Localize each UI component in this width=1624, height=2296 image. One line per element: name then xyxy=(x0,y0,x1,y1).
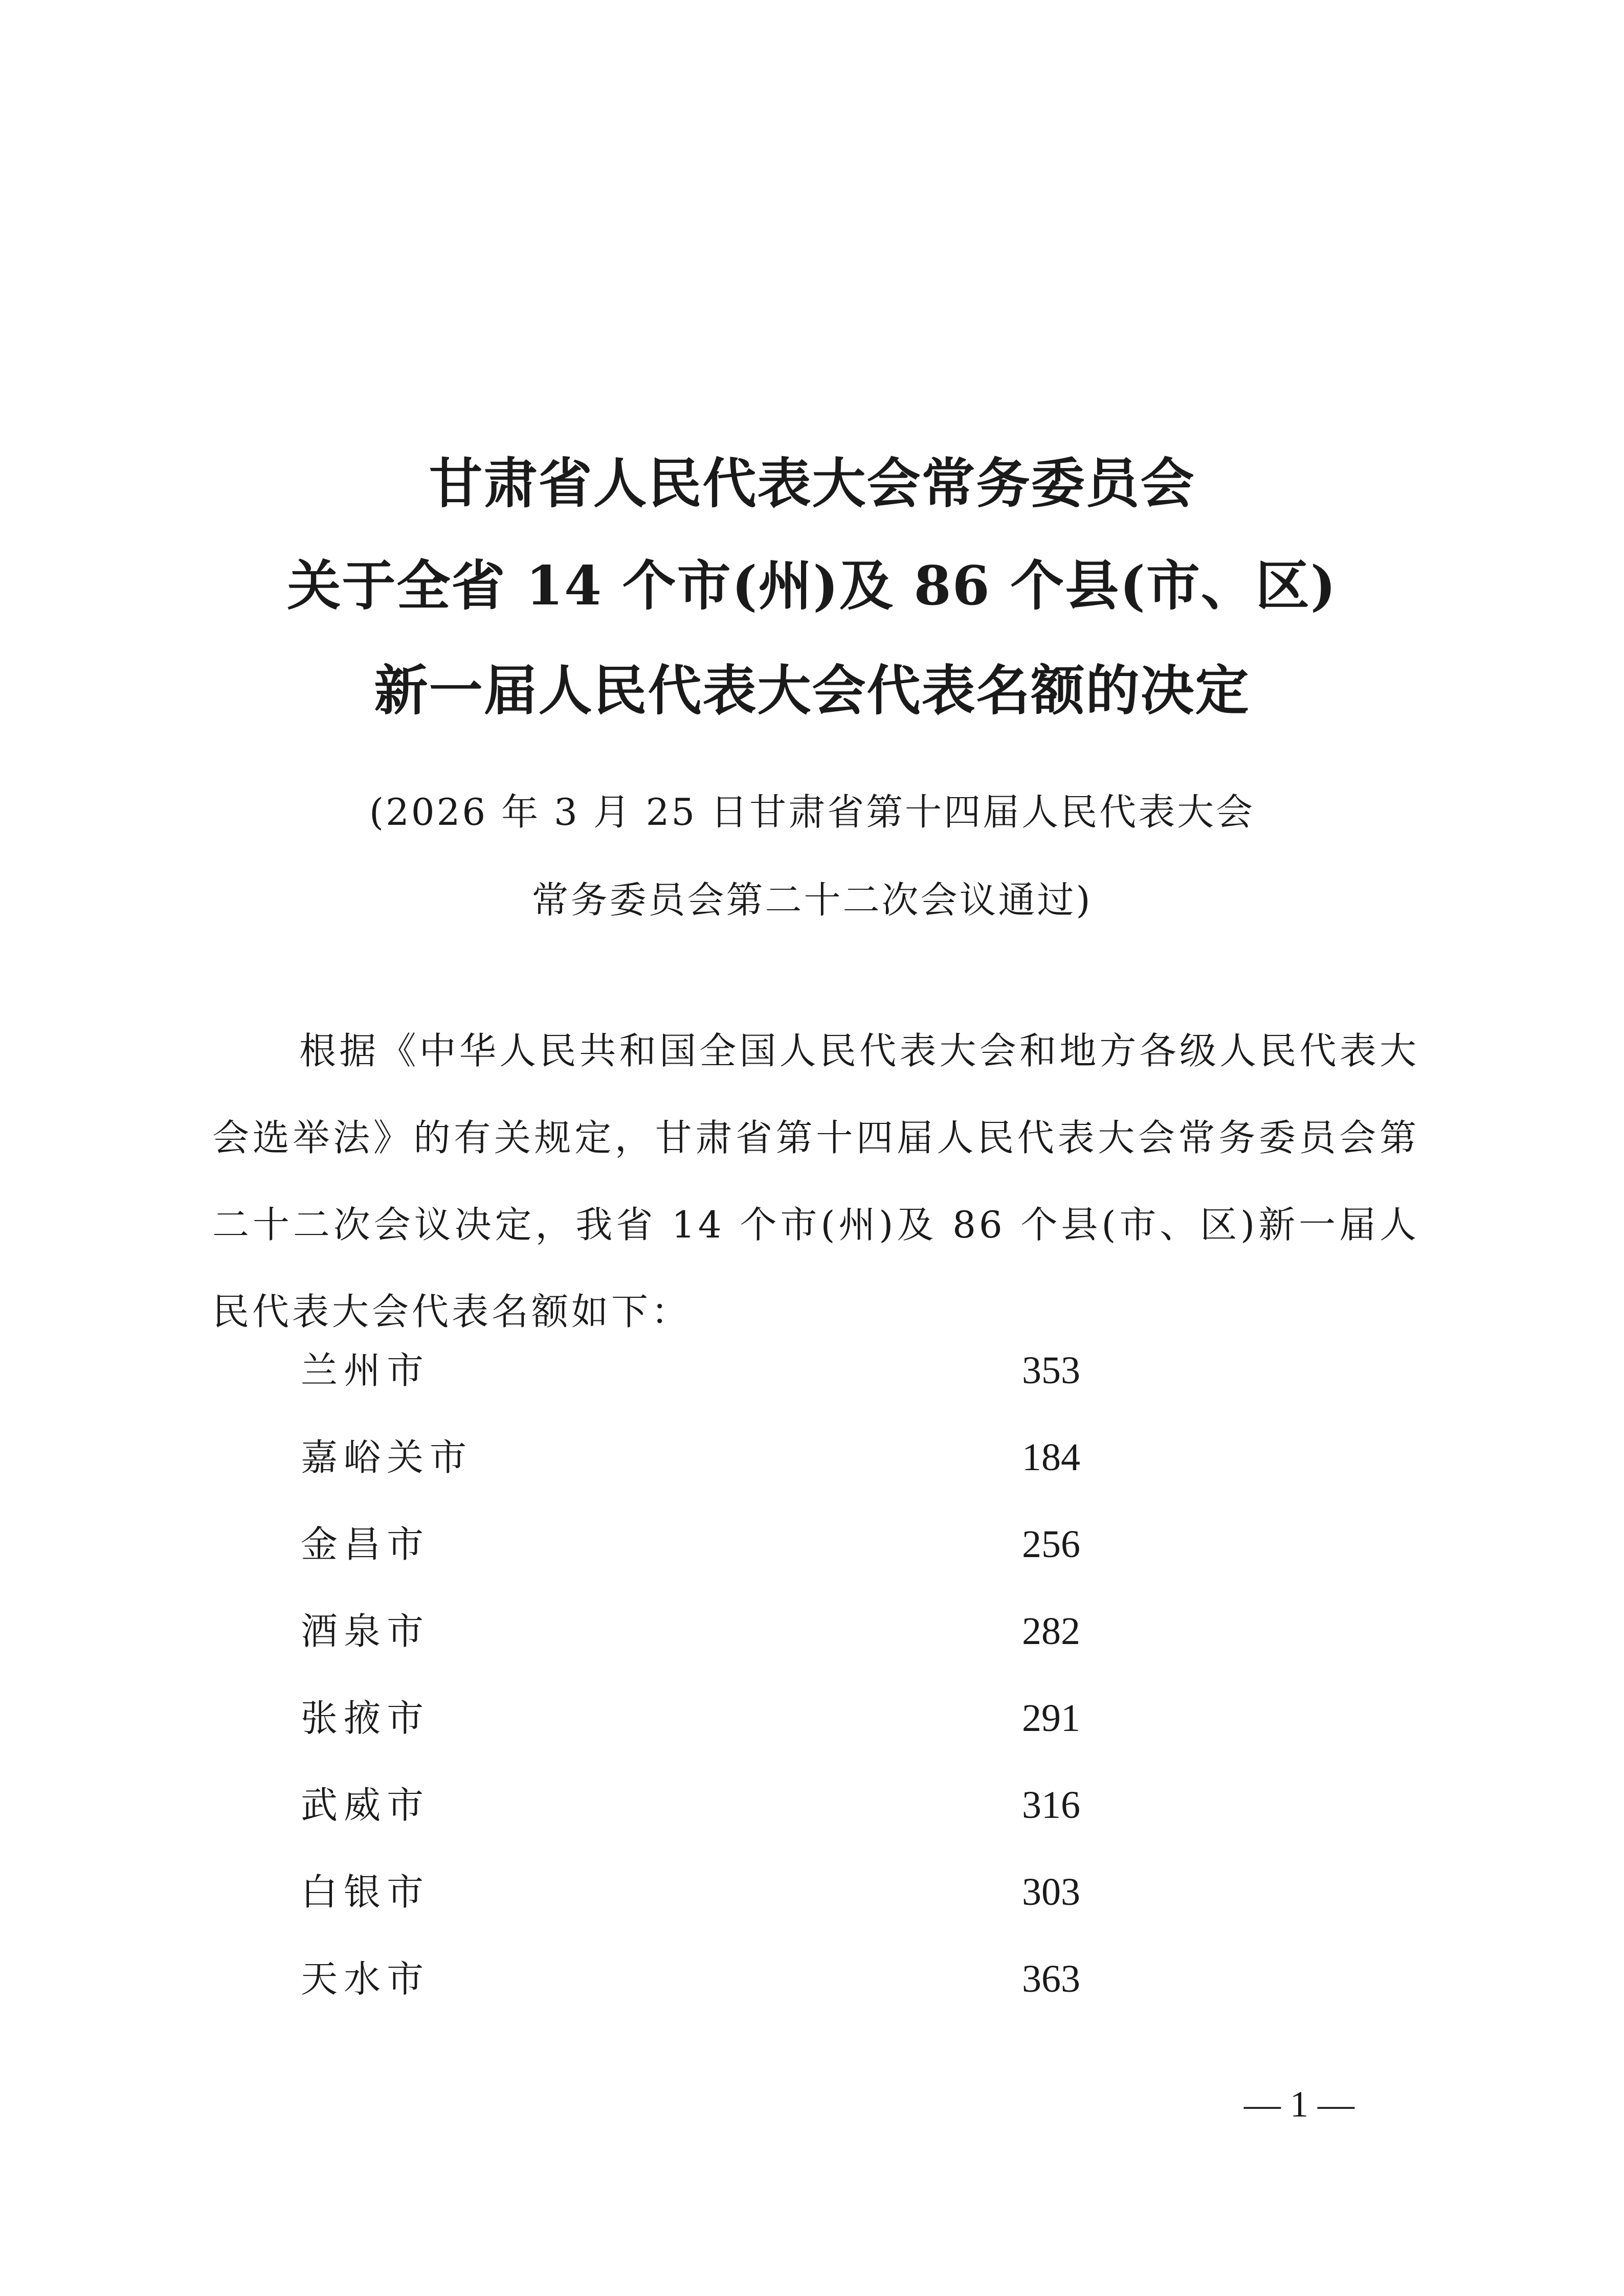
quota-name: 金昌市 xyxy=(301,1523,430,1566)
subtitle-line-2: 常务委员会第二十二次会议通过) xyxy=(531,879,1093,921)
quota-row xyxy=(301,1951,1129,2007)
quota-name: 嘉峪关市 xyxy=(301,1436,473,1479)
quota-row xyxy=(301,1864,1129,1920)
quota-name: 武威市 xyxy=(301,1784,430,1827)
quota-value: 316 xyxy=(1022,1784,1080,1827)
quota-value: 282 xyxy=(1022,1610,1080,1653)
quota-row xyxy=(301,1603,1129,1659)
quota-value: 184 xyxy=(1022,1436,1080,1479)
quota-name: 张掖市 xyxy=(301,1697,430,1740)
quota-value: 291 xyxy=(1022,1697,1080,1740)
quota-row xyxy=(301,1429,1129,1485)
subtitle-line-1: (2026 年 3 月 25 日甘肃省第十四届人民代表大会 xyxy=(369,791,1255,834)
body-paragraph: 根据《中华人民共和国全国人民代表大会和地方各级人民代表大会选举法》的有关规定，甘肃省第十四届人民代表大会常务委员会第二十二次会议决定，我省 14 个市(州)及 86 个县(市、区)新一届人民代表大会代表名额如下： xyxy=(212,1029,1419,1333)
quota-value: 353 xyxy=(1022,1349,1080,1392)
page-number: — 1 — xyxy=(1244,2084,1354,2125)
quota-row xyxy=(301,1516,1129,1572)
quota-name: 白银市 xyxy=(301,1871,430,1914)
quota-value: 256 xyxy=(1022,1523,1080,1566)
quota-name: 兰州市 xyxy=(301,1349,430,1392)
quota-value: 303 xyxy=(1022,1871,1080,1914)
quota-name: 天水市 xyxy=(301,1957,430,2000)
quota-row xyxy=(301,1777,1129,1833)
title-line-3: 新一届人民代表大会代表名额的决定 xyxy=(374,659,1250,722)
title-line-2: 关于全省 14 个市(州)及 86 个县(市、区) xyxy=(287,554,1337,617)
quota-name: 酒泉市 xyxy=(301,1610,430,1653)
quota-value: 363 xyxy=(1022,1957,1080,2000)
quota-row xyxy=(301,1342,1129,1399)
title-line-1: 甘肃省人民代表大会常务委员会 xyxy=(429,452,1195,515)
quota-row xyxy=(301,1690,1129,1746)
